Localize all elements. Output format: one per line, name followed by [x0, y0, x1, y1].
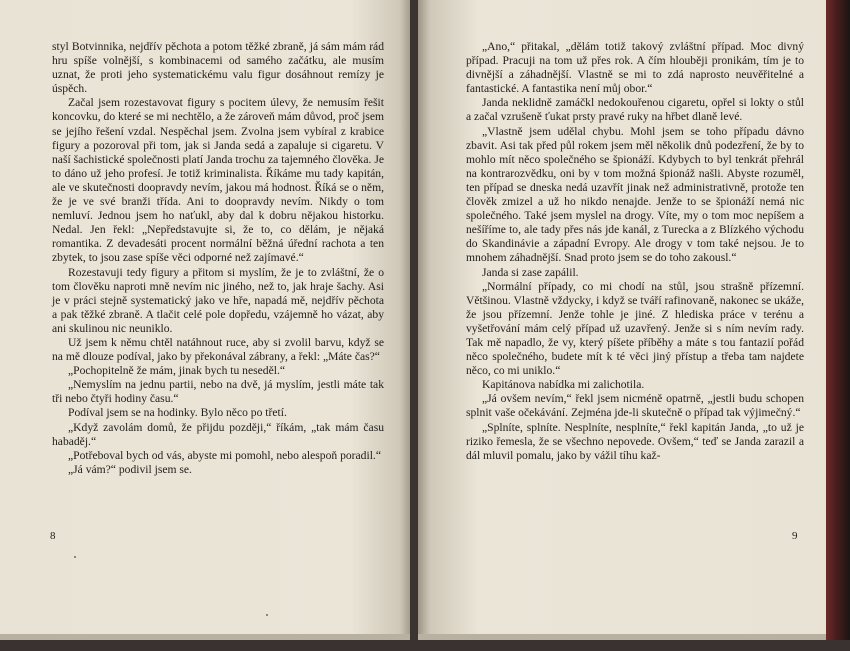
book-cover-edge: [826, 0, 850, 651]
paragraph: Janda si zase zapálil.: [482, 265, 579, 279]
paragraph: „Splníte, splníte. Nesplníte, nesplníte,“ řekl kapitán Janda, „to už je riziko řemesla, že se všechno nepovede. Ovšem,“ teď se Janda zarazil a dál mluvil pomalu, jako by vážil tíhu kaž-: [466, 420, 804, 462]
paragraph: Podíval jsem se na hodinky. Bylo něco po třetí.: [68, 406, 287, 420]
paragraph: „Pochopitelně že mám, jinak bych tu neseděl.“: [68, 364, 285, 378]
right-page: [418, 0, 826, 640]
page-number-left: 8: [50, 530, 56, 542]
paragraph: styl Botvinnika, nejdřív pěchota a potom těžké zbraně, já sám mám rád hru spíše volnější, s kombinacemi od samého začátku, ale musím uznat, že proti jeho systematickému valu figur dosáhnout remízy je úspěch.: [52, 40, 384, 96]
paragraph: „Potřeboval bych od vás, abyste mi pomohl, nebo alespoň poradil.“: [68, 448, 381, 462]
right-page-text: [466, 40, 804, 463]
paragraph: „Ano,“ přitakal, „dělám totiž takový zvláštní případ. Moc divný případ. Pracuji na tom už přes rok. A čím hlouběji pronikám, tím je to divnější a záhadnější. Vlastně se mi to zdá naprosto neuvěřitelné a fantastické. A fantastika není můj obor.“: [466, 40, 804, 96]
paragraph: „Nemyslím na jednu partii, nebo na dvě, já myslím, jestli máte tak tři nebo čtyři hodiny času.“: [52, 378, 384, 406]
paragraph: Už jsem k němu chtěl natáhnout ruce, aby si zvolil barvu, když se na mě dlouze podíval, jako by překonával zábrany, a řekl: „Máte čas?“: [52, 335, 384, 364]
page-number-right: 9: [792, 530, 798, 542]
left-page-text: [52, 40, 384, 477]
paragraph: „Normální případy, co mi chodí na stůl, jsou strašně přízemní. Většinou. Vlastně vždycky, i když se tváří rafinovaně, nakonec se ukáže, že jsou přízemní. Jenže tohle je jiné. Z hlediska práce v terénu a vyšetřování mám celý případ už uzavřený. Jenže si s ním nevím rady. Tak mě napadlo, že vy, který píšete příběhy a máte s tou fantazií pořád něco společného, budete mít k té věci jiný přístup a třeba tam najdete něco, co mi uniklo.“: [466, 279, 804, 378]
paper-speck: [266, 614, 268, 616]
left-page: [0, 0, 412, 640]
paragraph: Začal jsem rozestavovat figury s pocitem úlevy, že nemusím řešit koncovku, do které se mi nechtělo, a že zároveň mám důvod, proč jsem se jejího řešení vzdal. Nespěchal jsem. Zvolna jsem vybíral z krabice figury a pozoroval při tom, jak si Janda sedá a zapaluje si cigaretu. V naší šachistické společnosti platí Janda trochu za tajemného člověka. Je to dáno už jeho profesí. Je totiž kriminalista. Říkáme mu tady kapitán, ale ve skutečnosti doopravdy nevím, jakou má hodnost. Říká se o něm, že je ve své branži třída. Ani to doopravdy nevím. Nikdy o tom nemluví. Jednou jsem ho naťukl, aby dal k dobru nějakou historku. Nedal. Jen řekl: „Nepředstavujte si, že to, co dělám, je nějaká romantika. Z devadesáti procent normální běžná úřední rachota a ten zbytek, to jsou zase spíše věci odporné než zajímavé.“: [52, 96, 384, 265]
background-strip: [0, 640, 850, 651]
paragraph: Janda neklidně zamáčkl nedokouřenou cigaretu, opřel si lokty o stůl a začal vzrušeně ťukat prsty pravé ruky na hřbet dlaně levé.: [466, 96, 804, 124]
paragraph: „Když zavolám domů, že přijdu později,“ říkám, „tak mám času habaděj.“: [52, 420, 384, 448]
paragraph: „Já ovšem nevím,“ řekl jsem nicméně opatrně, „jestli budu schopen splnit vaše očekávání. Zejména jde-li skutečně o případ tak výjimečný.“: [466, 392, 804, 420]
paragraph: „Já vám?“ podivil jsem se.: [68, 462, 192, 476]
paragraph: Rozestavuji tedy figury a přitom si myslím, že je to zvláštní, že o tom člověku naproti mně nevím nic jiného, než to, jak hraje šachy. Asi je v práci stejně systematický jako ve hře, napadá mě, nejdřív pěchota a pak těžké zbraně. A tlačit celé pole dopředu, vzájemně ho vázat, aby ani skulinou nic neuniklo.: [52, 265, 384, 335]
paragraph: „Vlastně jsem udělal chybu. Mohl jsem se toho případu dávno zbavit. Asi tak před půl rokem jsem měl několik dnů podezření, že by to mohlo mít něco společného se špionáží. Kdybych to byl tenkrát přehrál na kontrarozvědku, oni by v tom možná špionáž našli. Abyste rozuměl, ten případ se dneska nedá uzavřít jinak než administrativně, protože ten člověk zmizel a už ho nikdo nenajde. Jenže to se špionáží nemá nic společného. Také jsem myslel na drogy. Víte, my o tom moc nepíšem a nešíříme to, ale tady přes nás jde kanál, z Turecka a z Blízkého východu do Skandinávie a západní Evropy. Ale drogy v tom také nejsou. Je to mnohem záhadnější. Snad proto jsem se do toho zakousl.“: [466, 124, 804, 265]
paragraph: Kapitánova nabídka mi zalichotila.: [482, 378, 645, 392]
paper-speck: [74, 556, 76, 558]
